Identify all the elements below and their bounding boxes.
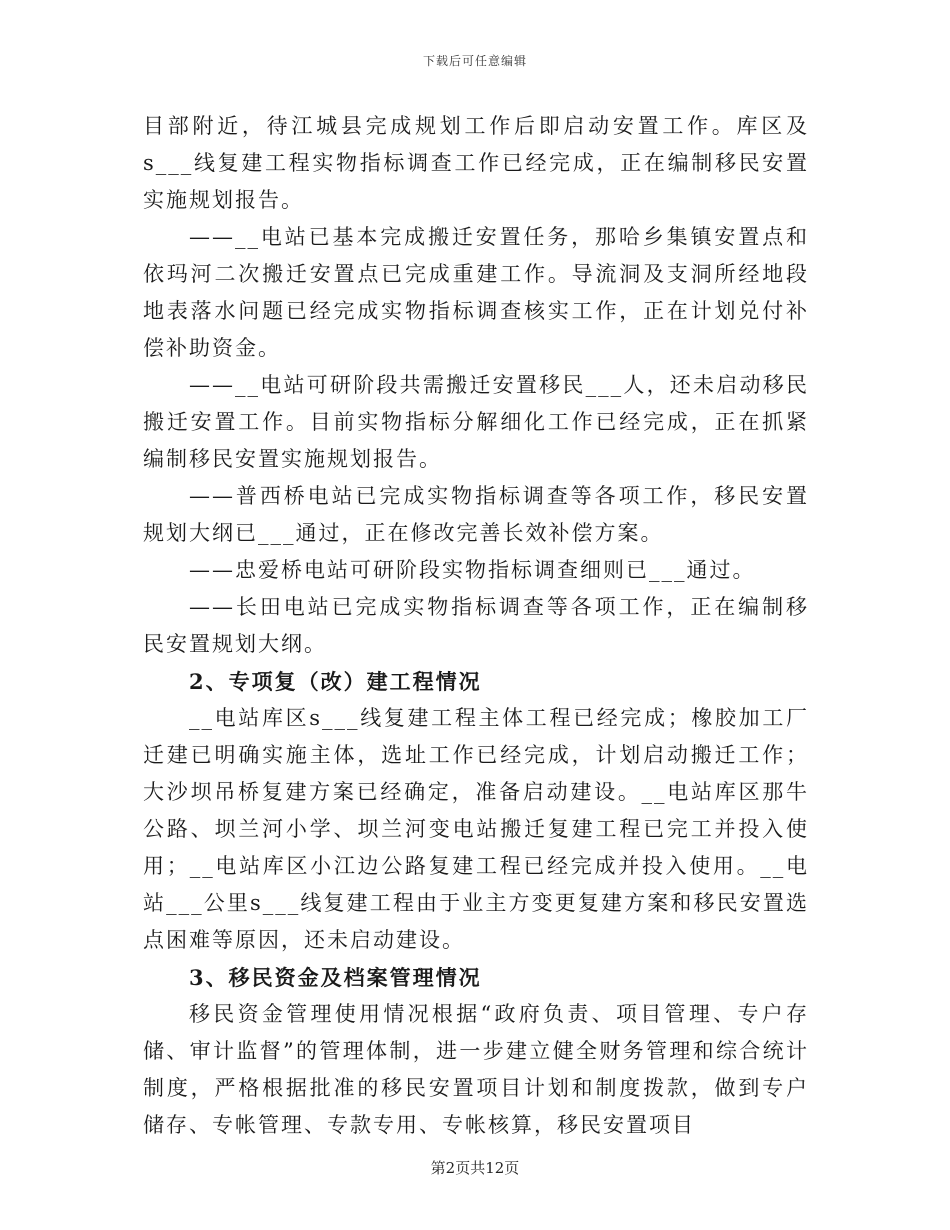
paragraph-3: ——__电站可研阶段共需搬迁安置移民___人，还未启动移民搬迁安置工作。目前实物指标分解细化工作已经完成，正在抓紧编制移民安置实施规划报告。 <box>143 373 809 471</box>
page-header-note: 下载后可任意编辑 <box>422 54 527 68</box>
paragraph-1: 目部附近，待江城县完成规划工作后即启动安置工作。库区及s___线复建工程实物指标调查工作已经完成，正在编制移民安置实施规划报告。 <box>143 114 809 212</box>
section-heading-3: 3、移民资金及档案管理情况 <box>189 965 482 990</box>
page-number-footer: 第2页共12页 <box>430 1159 520 1177</box>
section-heading-2: 2、专项复（改）建工程情况 <box>189 669 482 694</box>
paragraph-6: ——长田电站已完成实物指标调查等各项工作，正在编制移民安置规划大纲。 <box>143 595 809 656</box>
paragraph-8: 移民资金管理使用情况根据“政府负责、项目管理、专户存储、审计监督”的管理体制，进一步建立健全财务管理和综合统计制度，严格根据批准的移民安置项目计划和制度拨款，做到专户储存、专帐管理、专款专用、专帐核算，移民安置项目 <box>143 1002 809 1137</box>
paragraph-7: __电站库区s___线复建工程主体工程已经完成；橡胶加工厂迁建已明确实施主体，选址工作已经完成，计划启动搬迁工作；大沙坝吊桥复建方案已经确定，准备启动建设。__电站库区那牛公路、坝兰河小学、坝兰河变电站搬迁复建工程已完工并投入使用；__电站库区小江边公路复建工程已经完成并投入使用。__电站___公里s___线复建工程由于业主方变更复建方案和移民安置选点困难等原因，还未启动建设。 <box>143 706 809 952</box>
paragraph-4: ——普西桥电站已完成实物指标调查等各项工作，移民安置规划大纲已___通过，正在修改完善长效补偿方案。 <box>143 484 809 545</box>
document-body <box>143 108 809 1144</box>
paragraph-2: ——__电站已基本完成搬迁安置任务，那哈乡集镇安置点和依玛河二次搬迁安置点已完成重建工作。导流洞及支洞所经地段地表落水问题已经完成实物指标调查核实工作，正在计划兑付补偿补助资金。 <box>143 225 809 360</box>
paragraph-5: ——忠爱桥电站可研阶段实物指标调查细则已___通过。 <box>189 558 756 582</box>
